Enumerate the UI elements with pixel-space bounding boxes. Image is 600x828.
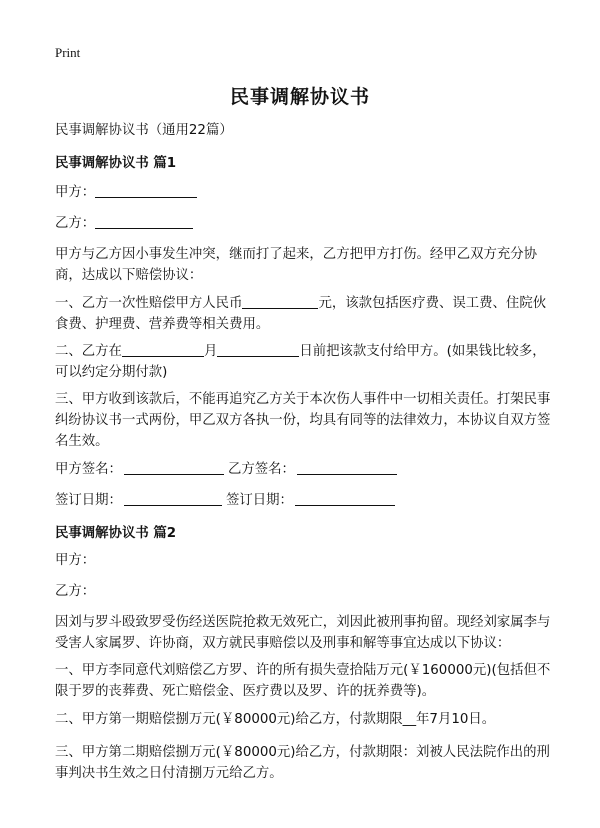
- section2-paragraph-4: 三、甲方第二期赔偿捌万元(￥80000元)给乙方，付款期限：刘被人民法院作出的刑事判决书生效之日付清捌万元给乙方。: [55, 745, 550, 781]
- date-b-label: 签订日期：: [225, 493, 293, 508]
- sign-b-blank: [297, 461, 397, 475]
- amount-blank: [242, 295, 318, 309]
- party-b-label: 乙方：: [55, 216, 96, 231]
- day-blank: [217, 343, 299, 357]
- sign-a-blank: [124, 461, 224, 475]
- sign-a-label: 甲方签名：: [55, 462, 122, 477]
- date-a-label: 签订日期：: [55, 493, 122, 508]
- document-title: 民事调解协议书: [229, 86, 370, 108]
- month-blank: [122, 343, 204, 357]
- compensation-label: 一、乙方一次性赔偿甲方人民币: [55, 296, 243, 311]
- party-a-blank: [95, 184, 197, 198]
- section2-paragraph-1: 因刘与罗斗殴致罗受伤经送医院抢救无效死亡，刘因此被刑事拘留。现经刘家属李与受害人家属罗、许协商，双方就民事赔偿以及刑事和解等事宜达成以下协议：: [55, 615, 551, 651]
- date-row: [55, 490, 555, 511]
- section2-party-b: 乙方：: [55, 584, 96, 599]
- section1-paragraph-1: 甲方与乙方因小事发生冲突，继而打了起来，乙方把甲方打伤。经甲乙双方充分协商，达成以下赔偿协议：: [55, 247, 538, 283]
- month-label: 月: [203, 344, 218, 359]
- section1-paragraph-3: [55, 341, 555, 383]
- payment-label: 二、乙方在: [55, 344, 122, 359]
- date-a-blank: [124, 492, 222, 506]
- section1-paragraph-4: 三、甲方收到该款后，不能再追究乙方关于本次伤人事件中一切相关责任。打架民事纠纷协议书一式两份，甲乙双方各执一份，均具有同等的法律效力，本协议自双方签名生效。: [55, 392, 551, 449]
- party-a-label: 甲方：: [55, 185, 96, 200]
- section2-party-a: 甲方：: [55, 553, 96, 568]
- print-link[interactable]: Print: [55, 45, 81, 60]
- document-subtitle: 民事调解协议书（通用22篇）: [55, 123, 233, 138]
- signature-row: [55, 459, 555, 480]
- party-b-line: [55, 213, 555, 234]
- section1-paragraph-2: [55, 293, 555, 335]
- section-heading-2: 民事调解协议书 篇2: [55, 526, 177, 541]
- sign-b-label: 乙方签名：: [227, 462, 295, 477]
- compensation-note: 元，该款包括医疗费、误工费、住院伙食费、护理费、营养费等相关费用。: [55, 296, 547, 332]
- section2-paragraph-3: 二、甲方第一期赔偿捌万元(￥80000元)给乙方，付款期限__年7月10日。: [55, 712, 496, 727]
- payment-note: 日前把该款支付给甲方。(如果钱比较多，可以约定分期付款): [55, 344, 546, 380]
- party-b-blank: [95, 215, 193, 229]
- section-heading-1: 民事调解协议书 篇1: [55, 156, 177, 171]
- date-b-blank: [295, 492, 395, 506]
- party-a-line: [55, 182, 555, 203]
- section2-paragraph-2: 一、甲方李同意代刘赔偿乙方罗、许的所有损失壹拾陆万元(￥160000元)(包括但不限于罗的丧葬费、死亡赔偿金、医疗费以及罗、许的抚养费等)。: [55, 663, 551, 699]
